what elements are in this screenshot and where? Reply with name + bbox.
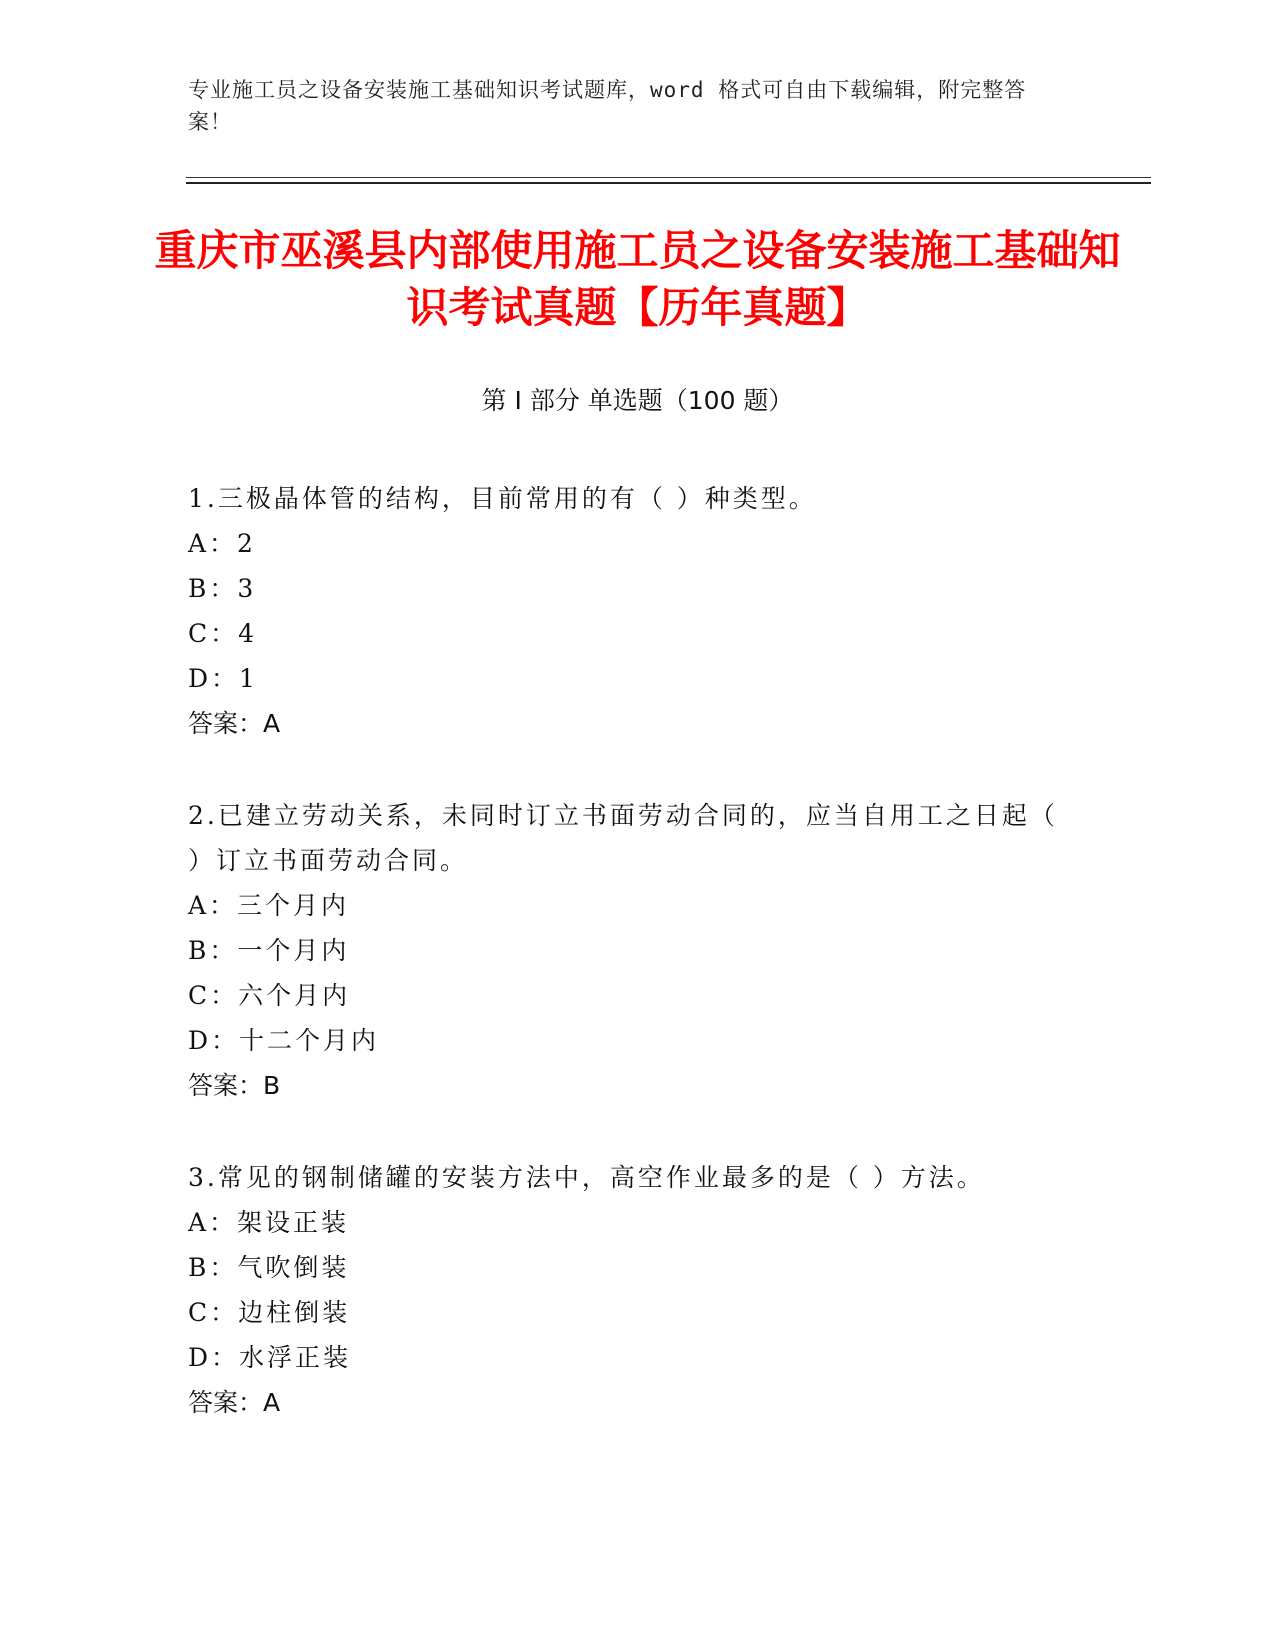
option-b: B：3 — [188, 574, 257, 603]
option-d: D：十二个月内 — [188, 1026, 380, 1055]
option-d: D：水浮正装 — [188, 1343, 352, 1372]
option-c: C：4 — [188, 619, 258, 648]
question-stem: 1.三极晶体管的结构，目前常用的有（ ）种类型。 — [188, 484, 817, 513]
option-c: C：六个月内 — [188, 981, 351, 1010]
question-list — [188, 476, 1068, 1472]
question-item — [188, 476, 1068, 746]
document-title: 重庆市巫溪县内部使用施工员之设备安装施工基础知识考试真题【历年真题】 — [154, 226, 1121, 332]
answer-line: 答案：A — [188, 1388, 281, 1417]
question-stem: 2.已建立劳动关系，未同时订立书面劳动合同的，应当自用工之日起（ ）订立书面劳动合同。 — [188, 801, 1058, 875]
option-a: A：2 — [188, 529, 256, 558]
option-d: D：1 — [188, 664, 258, 693]
question-item — [188, 1155, 1068, 1425]
option-b: B：一个月内 — [188, 936, 350, 965]
question-item — [188, 793, 1068, 1108]
option-c: C：边柱倒装 — [188, 1298, 351, 1327]
header-divider-thick — [186, 182, 1151, 184]
option-a: A：三个月内 — [188, 891, 350, 920]
header-note: 专业施工员之设备安装施工基础知识考试题库，word 格式可自由下载编辑，附完整答案！ — [188, 78, 1027, 134]
question-stem: 3.常见的钢制储罐的安装方法中，高空作业最多的是（ ）方法。 — [188, 1163, 985, 1192]
answer-line: 答案：B — [188, 1071, 281, 1100]
option-a: A：架设正装 — [188, 1208, 350, 1237]
header-divider-thin — [186, 177, 1151, 178]
section-title: 第 I 部分 单选题（100 题） — [481, 386, 794, 415]
option-b: B：气吹倒装 — [188, 1253, 350, 1282]
answer-line: 答案：A — [188, 709, 281, 738]
